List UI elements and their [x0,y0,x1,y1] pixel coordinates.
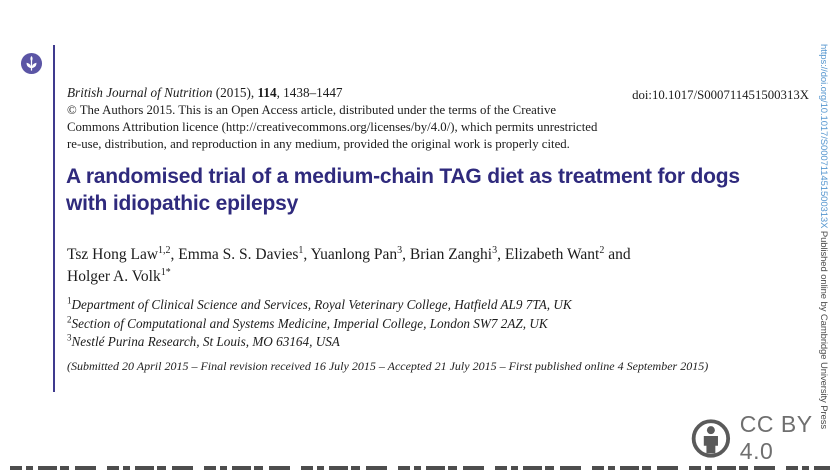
nutrition-society-logo [20,52,43,75]
cc-attribution-icon [690,415,732,462]
author-line: Holger A. Volk$^{1*}$ [67,266,171,285]
sidebar-publisher-note: Published online by Cambridge University Press [818,228,829,430]
affiliation-line: $^2$Section of Computational and Systems Medicine, Imperial College, London SW7 2AZ, UK [67,314,548,331]
header-block [67,84,597,153]
license-line: re-use, distribution, and reproduction in any medium, provided the original work is properly cited. [67,137,570,151]
journal-citation: British Journal of Nutrition (2015), 114, 1438–1447 [67,85,343,100]
vertical-divider [53,45,55,392]
truncated-text-line [10,466,830,470]
title-line: with idiopathic epilepsy [66,192,299,215]
license-line: Commons Attribution licence (http://creativecommons.org/licenses/by/4.0/), which permits unrestricted [67,120,598,134]
submission-dates-line: (Submitted 20 April 2015 – Final revision received 16 July 2015 – Accepted 21 July 2015 – First published online 4 September 2015) [67,359,709,373]
affiliation-line: $^1$Department of Clinical Science and Services, Royal Veterinary College, Hatfield AL9 7TA, UK [67,295,572,312]
affiliation-line: $^3$Nestlé Purina Research, St Louis, MO 63164, USA [67,332,340,349]
license-line: © The Authors 2015. This is an Open Access article, distributed under the terms of the Creative [67,103,557,117]
sidebar-doi-link[interactable] [818,44,829,429]
authors-block [67,244,631,288]
affiliations-block [67,296,572,352]
author-line: Tsz Hong Law$^{1,2}$, Emma S. S. Davies$^1$, Yuanlong Pan$^3$, Brian Zanghi$^3$, Elizabeth Want$^2$ and [67,244,631,263]
sidebar-doi-url[interactable]: https://doi.org/10.1017/S000711451500313X [818,44,829,229]
cc-by-label: CC BY 4.0 [739,411,813,464]
title-line: A randomised trial of a medium-chain TAG diet as treatment for dogs [66,165,740,188]
doi-text: doi:10.1017/S000711451500313X [632,88,809,102]
paper-title [66,163,740,217]
